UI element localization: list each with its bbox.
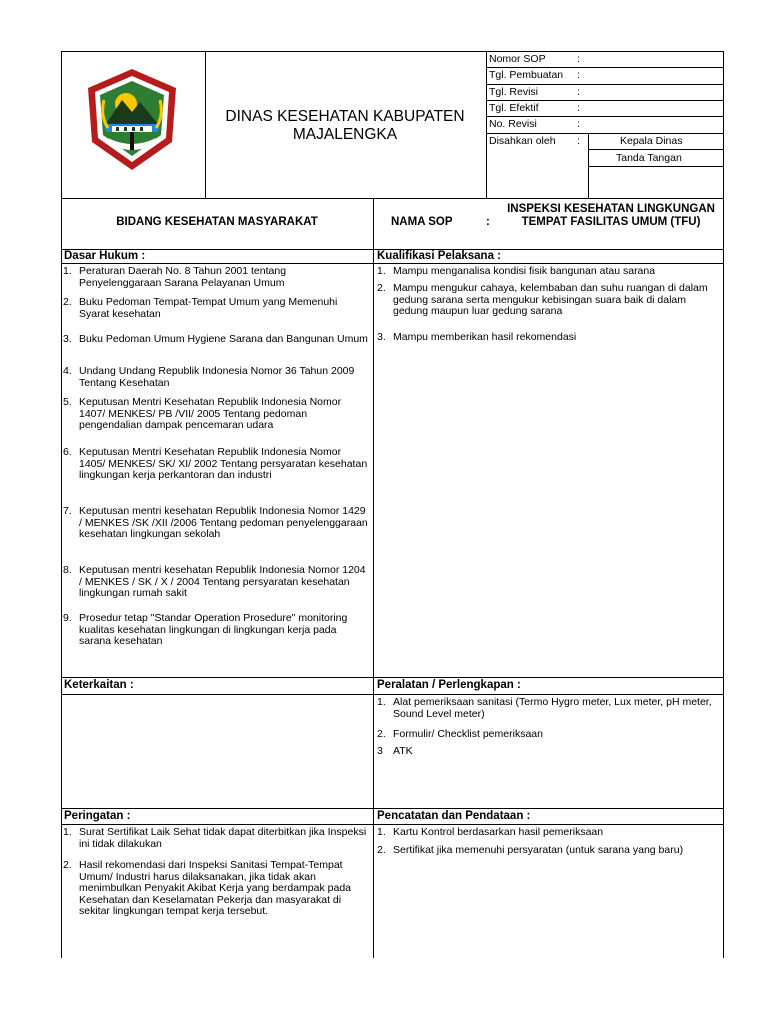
regency-logo (84, 66, 180, 174)
list-item: 1. Surat Sertifikat Laik Sehat tidak dapat diterbitkan jika Inspeksi ini tidak dilakukan (63, 826, 367, 850)
peralatan-list (377, 697, 719, 767)
meta-label-nomor-sop: Nomor SOP (489, 53, 546, 65)
list-item: 6. Keputusan Mentri Kesehatan Republik Indonesia Nomor 1405/ MENKES/ SK/ XI/ 2002 Tentang persyaratan kesehatan lingkungan kerja perkantoran dan industri (63, 446, 368, 481)
dasar-hukum-heading: Dasar Hukum : (64, 250, 146, 262)
sop-name: INSPEKSI KESEHATAN LINGKUNGAN TEMPAT FASILITAS UMUM (TFU) (507, 203, 715, 228)
meta-label-tgl-pembuatan: Tgl. Pembuatan (489, 69, 564, 81)
list-item: 3. Mampu memberikan hasil rekomendasi (377, 331, 577, 343)
list-item: 8. Keputusan mentri kesehatan Republik Indonesia Nomor 1204 / MENKES / SK / X / 2004 Tentang persyaratan kesehatan lingkungan rumah sakit (63, 564, 366, 599)
list-item: 7. Keputusan mentri kesehatan Republik Indonesia Nomor 1429 / MENKES /SK /XII /2006 Tentang pedoman penyelenggaraan kesehatan lingkungan sekolah (63, 505, 368, 540)
department-name: BIDANG KESEHATAN MASYARAKAT (116, 216, 318, 228)
list-item: 2. Sertifikat jika memenuhi persyaratan (untuk sarana yang baru) (377, 844, 684, 856)
meta-sep: : (577, 102, 580, 114)
meta-sep: : (577, 118, 580, 130)
list-item: 4. Undang Undang Republik Indonesia Nomor 36 Tahun 2009 Tentang Kesehatan (63, 365, 355, 389)
list-item: 2. Formulir/ Checklist pemeriksaan (377, 728, 543, 740)
list-item: 3 ATK (377, 745, 413, 757)
organization-title: DINAS KESEHATAN KABUPATEN MAJALENGKA (225, 108, 465, 143)
meta-label-tgl-efektif: Tgl. Efektif (489, 102, 539, 114)
meta-sep: : (577, 69, 580, 81)
dasar-hukum-list (63, 266, 369, 671)
sop-label: NAMA SOP (391, 216, 453, 228)
list-item: 3. Buku Pedoman Umum Hygiene Sarana dan Bangunan Umum (63, 333, 368, 345)
list-item: 2. Hasil rekomendasi dari Inspeksi Sanitasi Tempat-Tempat Umum/ Industri harus dilaksanakan, jika tidak akan menimbulkan Penyakit Akibat Kerja yang berdampak pada Kesehatan dan Keselamatan Pekerja dan masyarakat di sekitar lingkungan tempat kerja tersebut. (63, 859, 351, 917)
meta-label-no-revisi: No. Revisi (489, 118, 537, 130)
kualifikasi-list (377, 266, 719, 356)
list-item: 2. Buku Pedoman Tempat-Tempat Umum yang Memenuhi Syarat kesehatan (63, 296, 338, 320)
peralatan-heading: Peralatan / Perlengkapan : (377, 679, 521, 691)
meta-sep: : (577, 135, 580, 147)
kualifikasi-heading: Kualifikasi Pelaksana : (377, 250, 502, 262)
majalengka-emblem-icon (84, 66, 180, 174)
list-item: 1. Kartu Kontrol berdasarkan hasil pemeriksaan (377, 826, 604, 838)
pencatatan-list (377, 827, 719, 867)
list-item: 1. Alat pemeriksaan sanitasi (Termo Hygro meter, Lux meter, pH meter, Sound Level meter) (377, 696, 712, 720)
list-item: 2. Mampu mengukur cahaya, kelembaban dan suhu ruangan di dalam gedung sarana serta mengukur kebisingan suara baik di dalam gedung maupun luar gedung sarana (377, 282, 708, 317)
list-item: 1. Mampu menganalisa kondisi fisik bangunan atau sarana (377, 265, 656, 277)
pencatatan-heading: Pencatatan dan Pendataan : (377, 810, 531, 822)
meta-label-tgl-revisi: Tgl. Revisi (489, 86, 539, 98)
meta-sep: : (577, 53, 580, 65)
meta-label-disahkan-oleh: Disahkan oleh (489, 135, 556, 147)
meta-value-kepala-dinas: Kepala Dinas (620, 135, 683, 147)
peringatan-list (63, 827, 369, 937)
peringatan-heading: Peringatan : (64, 810, 131, 822)
signature-label: Tanda Tangan (616, 152, 682, 164)
list-item: 1. Peraturan Daerah No. 8 Tahun 2001 tentang Penyelenggaraan Sarana Pelayanan Umum (63, 265, 287, 289)
list-item: 9. Prosedur tetap "Standar Operation Prosedure" monitoring kualitas kesehatan lingkungan di lingkungan kerja pada sarana kesehatan (63, 612, 348, 647)
meta-sep: : (577, 86, 580, 98)
keterkaitan-heading: Keterkaitan : (64, 679, 134, 691)
list-item: 5. Keputusan Mentri Kesehatan Republik Indonesia Nomor 1407/ MENKES/ PB /VII/ 2005 Tentang pedoman pengendalian dampak pencemaran udara (63, 396, 342, 431)
sop-sep: : (486, 216, 490, 228)
